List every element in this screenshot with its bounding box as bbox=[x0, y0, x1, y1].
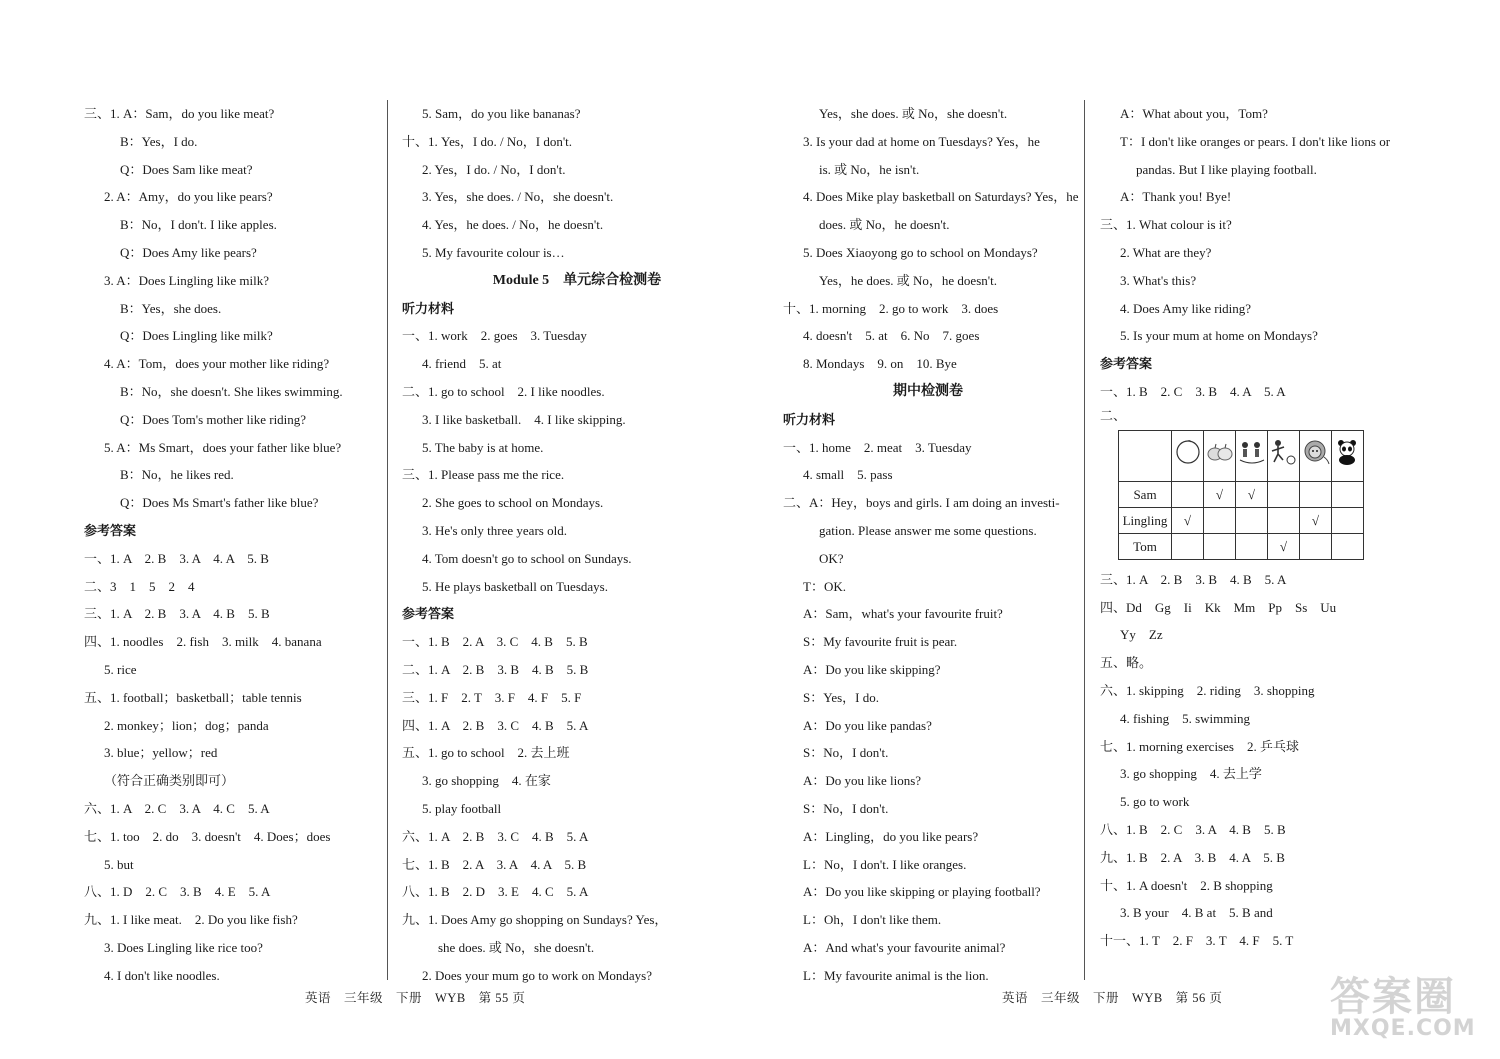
text-line: B：No，he likes red. bbox=[120, 467, 234, 483]
text-line: 5. Does Xiaoyong go to school on Mondays? bbox=[803, 244, 1038, 260]
watermark-top: 答案圈 bbox=[1330, 974, 1456, 1020]
text-line: 5. He plays basketball on Tuesdays. bbox=[422, 578, 608, 594]
text-line: 5. go to work bbox=[1120, 794, 1190, 810]
text-line: 4. Does Amy like riding? bbox=[1120, 300, 1252, 316]
text-line: A：Thank you! Bye! bbox=[1120, 189, 1232, 205]
table-cell bbox=[1268, 507, 1300, 533]
text-line: 2. A：Amy，do you like pears? bbox=[104, 189, 273, 205]
text-line: 二、3 1 5 2 4 bbox=[84, 578, 195, 594]
left-page-column-1 bbox=[84, 100, 343, 990]
right-page-column-2 bbox=[1100, 100, 1390, 955]
text-line: 2. Does your mum go to work on Mondays? bbox=[422, 967, 653, 983]
text-line: Yes，he does. 或 No，he doesn't. bbox=[819, 272, 997, 288]
table-cell: √ bbox=[1204, 481, 1236, 507]
text-line: 3. What's this? bbox=[1120, 272, 1197, 288]
module-title: Module 5 单元综合检测卷 bbox=[492, 272, 662, 288]
text-line: L：Oh，I don't like them. bbox=[803, 912, 942, 928]
table-cell: √ bbox=[1300, 507, 1332, 533]
text-line: 七、1. morning exercises 2. 乒乓球 bbox=[1100, 738, 1299, 754]
text-line: 十、1. Yes，I do. / No，I don't. bbox=[402, 133, 573, 149]
answer-table bbox=[1118, 430, 1364, 560]
text-line: 3. Is your dad at home on Tuesdays? Yes，he bbox=[803, 133, 1040, 149]
text-line: 2. Yes，I do. / No，I don't. bbox=[422, 161, 566, 177]
table-cell: √ bbox=[1172, 507, 1204, 533]
text-line: 三、1. A 2. B 3. A 4. B 5. B bbox=[84, 606, 270, 622]
text-line: 一、1. A 2. B 3. A 4. A 5. B bbox=[84, 550, 269, 566]
table-cell bbox=[1332, 507, 1364, 533]
column-divider bbox=[387, 100, 388, 980]
text-line: 六、1. A 2. B 3. C 4. B 5. A bbox=[402, 828, 589, 844]
text-line: S：My favourite fruit is pear. bbox=[803, 634, 958, 650]
text-line: S：Yes，I do. bbox=[803, 689, 879, 705]
text-line: 5. My favourite colour is… bbox=[422, 244, 565, 260]
right-page-column-1 bbox=[783, 100, 1079, 990]
football-icon bbox=[1268, 430, 1300, 481]
section-heading: 听力材料 bbox=[402, 300, 455, 316]
table-cell: √ bbox=[1268, 533, 1300, 559]
text-line: 二、1. A 2. B 3. B 4. B 5. B bbox=[402, 661, 589, 677]
pear-icon bbox=[1204, 430, 1236, 481]
text-line: 四、1. noodles 2. fish 3. milk 4. banana bbox=[84, 634, 322, 650]
section-heading: 参考答案 bbox=[84, 522, 137, 538]
text-line: 5. play football bbox=[422, 800, 502, 816]
text-line: A：Lingling，do you like pears? bbox=[803, 828, 979, 844]
watermark-logo bbox=[1330, 965, 1476, 1041]
table-cell bbox=[1236, 533, 1268, 559]
text-line: 3. He's only three years old. bbox=[422, 522, 567, 538]
row-name: Lingling bbox=[1119, 507, 1172, 533]
text-line: A：Do you like pandas? bbox=[803, 717, 932, 733]
table-cell bbox=[1172, 533, 1204, 559]
text-line: 4. I don't like noodles. bbox=[104, 967, 220, 983]
text-line: 4. A：Tom，does your mother like riding? bbox=[104, 356, 330, 372]
text-line: 十、1. morning 2. go to work 3. does bbox=[783, 300, 999, 316]
text-line: 4. small 5. pass bbox=[803, 467, 893, 483]
orange-icon bbox=[1172, 430, 1204, 481]
text-line: B：No，she doesn't. She likes swimming. bbox=[120, 383, 343, 399]
text-line: 八、1. B 2. D 3. E 4. C 5. A bbox=[402, 884, 589, 900]
text-line: Q：Does Lingling like milk? bbox=[120, 328, 273, 344]
text-line: 5. but bbox=[104, 856, 134, 872]
text-line: 一、1. work 2. goes 3. Tuesday bbox=[402, 328, 587, 344]
text-line: 九、1. Does Amy go shopping on Sundays? Yes， bbox=[402, 912, 668, 928]
text-line: is. 或 No，he isn't. bbox=[819, 161, 920, 177]
text-line: B：Yes，I do. bbox=[120, 133, 198, 149]
text-line: A：Do you like skipping? bbox=[803, 661, 941, 677]
text-line: （符合正确类别即可） bbox=[104, 773, 235, 789]
text-line: Q：Does Tom's mother like riding? bbox=[120, 411, 307, 427]
table-cell bbox=[1332, 533, 1364, 559]
text-line: 3. A：Does Lingling like milk? bbox=[104, 272, 270, 288]
table-cell bbox=[1332, 481, 1364, 507]
text-line: 3. blue；yellow；red bbox=[104, 745, 218, 761]
text-line: B：No，I don't. I like apples. bbox=[120, 217, 277, 233]
table-row bbox=[1119, 533, 1364, 559]
text-line: 十、1. A doesn't 2. B shopping bbox=[1100, 877, 1273, 893]
column-divider bbox=[1084, 100, 1085, 980]
text-line: S：No，I don't. bbox=[803, 800, 889, 816]
text-line: 九、1. B 2. A 3. B 4. A 5. B bbox=[1100, 849, 1285, 865]
text-line: 5. rice bbox=[104, 661, 137, 677]
text-line: Q：Does Amy like pears? bbox=[120, 244, 257, 260]
text-line: 2. monkey；lion；dog；panda bbox=[104, 717, 269, 733]
text-line: 四、1. A 2. B 3. C 4. B 5. A bbox=[402, 717, 589, 733]
text-line: 5. Sam，do you like bananas? bbox=[422, 106, 581, 121]
text-line: A：Do you like skipping or playing football? bbox=[803, 884, 1041, 900]
text-line: 三、1. A：Sam，do you like meat? bbox=[84, 106, 275, 121]
text-line: Yy Zz bbox=[1120, 627, 1163, 643]
table-corner-cell bbox=[1119, 430, 1172, 481]
table-cell: √ bbox=[1236, 481, 1268, 507]
table-cell bbox=[1204, 533, 1236, 559]
text-line: Q：Does Ms Smart's father like blue? bbox=[120, 495, 319, 511]
text-line: T：OK. bbox=[803, 578, 846, 594]
text-line: 4. friend 5. at bbox=[422, 356, 502, 372]
text-line: 七、1. too 2. do 3. doesn't 4. Does；does bbox=[84, 828, 331, 844]
text-line: 3. go shopping 4. 去上学 bbox=[1120, 766, 1262, 782]
text-line: does. 或 No，he doesn't. bbox=[819, 217, 950, 233]
text-line: 2. What are they? bbox=[1120, 244, 1212, 260]
text-line: 八、1. B 2. C 3. A 4. B 5. B bbox=[1100, 821, 1286, 837]
text-line: 一、1. home 2. meat 3. Tuesday bbox=[783, 439, 972, 455]
text-line: L：No，I don't. I like oranges. bbox=[803, 856, 967, 872]
left-page-column-2 bbox=[402, 100, 752, 990]
text-line: 三、1. Please pass me the rice. bbox=[402, 467, 565, 483]
lion-icon bbox=[1300, 430, 1332, 481]
table-cell bbox=[1300, 481, 1332, 507]
text-line: 二、A：Hey，boys and girls. I am doing an investi- bbox=[783, 495, 1060, 511]
text-line: 3. Does Lingling like rice too? bbox=[104, 939, 263, 955]
text-line: L：My favourite animal is the lion. bbox=[803, 967, 989, 983]
section-heading: 参考答案 bbox=[1100, 356, 1153, 372]
text-line: 八、1. D 2. C 3. B 4. E 5. A bbox=[84, 884, 271, 900]
text-line: she does. 或 No，she doesn't. bbox=[438, 939, 595, 955]
text-line: 十一、1. T 2. F 3. T 4. F 5. T bbox=[1100, 933, 1294, 949]
text-line: gation. Please answer me some questions. bbox=[819, 522, 1037, 538]
section-heading: 听力材料 bbox=[783, 411, 836, 427]
text-line: 五、1. football；basketball；table tennis bbox=[84, 689, 302, 705]
text-line: 三、1. F 2. T 3. F 4. F 5. F bbox=[402, 689, 582, 705]
text-line: 三、1. A 2. B 3. B 4. B 5. A bbox=[1100, 571, 1287, 587]
text-line: 五、略。 bbox=[1100, 655, 1153, 671]
text-line: 5. Is your mum at home on Mondays? bbox=[1120, 328, 1318, 344]
text-line: A：Sam，what's your favourite fruit? bbox=[803, 606, 1003, 622]
table-cell bbox=[1204, 507, 1236, 533]
panda-icon bbox=[1332, 430, 1364, 481]
text-line: 4. Tom doesn't go to school on Sundays. bbox=[422, 550, 632, 566]
text-line: 六、1. skipping 2. riding 3. shopping bbox=[1100, 682, 1315, 698]
row-name: Tom bbox=[1119, 533, 1172, 559]
text-line: 3. Yes，she does. / No，she doesn't. bbox=[422, 189, 614, 205]
text-line: Q：Does Sam like meat? bbox=[120, 161, 253, 177]
text-line: A：And what's your favourite animal? bbox=[803, 939, 1006, 955]
table-header-row bbox=[1119, 430, 1364, 481]
table-cell bbox=[1268, 481, 1300, 507]
text-line: 五、1. go to school 2. 去上班 bbox=[402, 745, 570, 761]
text-line: A：What about you，Tom? bbox=[1120, 106, 1268, 121]
text-line: 4. Yes，he does. / No，he doesn't. bbox=[422, 217, 604, 233]
text-line: 一、1. B 2. C 3. B 4. A 5. A bbox=[1100, 383, 1286, 399]
text-line: 2. She goes to school on Mondays. bbox=[422, 495, 604, 511]
text-line: 二、 bbox=[1100, 407, 1127, 423]
exam-title: 期中检测卷 bbox=[893, 383, 963, 399]
text-line: 8. Mondays 9. on 10. Bye bbox=[803, 356, 957, 372]
text-line: 3. B your 4. B at 5. B and bbox=[1120, 905, 1273, 921]
text-line: A：Do you like lions? bbox=[803, 773, 922, 789]
text-line: 3. I like basketball. 4. I like skipping. bbox=[422, 411, 626, 427]
text-line: 3. go shopping 4. 在家 bbox=[422, 773, 551, 789]
skipping-icon bbox=[1236, 430, 1268, 481]
text-line: 四、Dd Gg Ii Kk Mm Pp Ss Uu bbox=[1100, 599, 1337, 615]
text-line: 七、1. B 2. A 3. A 4. A 5. B bbox=[402, 856, 587, 872]
text-line: 九、1. I like meat. 2. Do you like fish? bbox=[84, 912, 298, 928]
text-line: S：No，I don't. bbox=[803, 745, 889, 761]
text-line: 4. fishing 5. swimming bbox=[1120, 710, 1251, 726]
page-footer-left: 英语 三年级 下册 WYB 第 55 页 bbox=[305, 991, 526, 1005]
text-line: 三、1. What colour is it? bbox=[1100, 217, 1232, 233]
text-line: B：Yes，she does. bbox=[120, 300, 222, 316]
text-line: 4. Does Mike play basketball on Saturdays? Yes，he bbox=[803, 189, 1079, 205]
text-line: Yes，she does. 或 No，she doesn't. bbox=[819, 106, 1008, 121]
table-cell bbox=[1236, 507, 1268, 533]
text-line: 5. The baby is at home. bbox=[422, 439, 544, 455]
text-line: pandas. But I like playing football. bbox=[1136, 161, 1317, 177]
text-line: 二、1. go to school 2. I like noodles. bbox=[402, 383, 605, 399]
section-heading: 参考答案 bbox=[402, 606, 455, 622]
text-line: 5. A：Ms Smart，does your father like blue? bbox=[104, 439, 342, 455]
page-footer-right: 英语 三年级 下册 WYB 第 56 页 bbox=[1002, 991, 1223, 1005]
text-line: T：I don't like oranges or pears. I don't like lions or bbox=[1120, 133, 1391, 149]
row-name: Sam bbox=[1119, 481, 1172, 507]
table-cell bbox=[1172, 481, 1204, 507]
text-line: 4. doesn't 5. at 6. No 7. goes bbox=[803, 328, 980, 344]
text-line: 六、1. A 2. C 3. A 4. C 5. A bbox=[84, 800, 270, 816]
text-line: OK? bbox=[819, 550, 844, 566]
table-cell bbox=[1300, 533, 1332, 559]
table-row bbox=[1119, 507, 1364, 533]
text-line: 一、1. B 2. A 3. C 4. B 5. B bbox=[402, 634, 588, 650]
watermark-bottom: MXQE.COM bbox=[1330, 1016, 1476, 1041]
table-row bbox=[1119, 481, 1364, 507]
